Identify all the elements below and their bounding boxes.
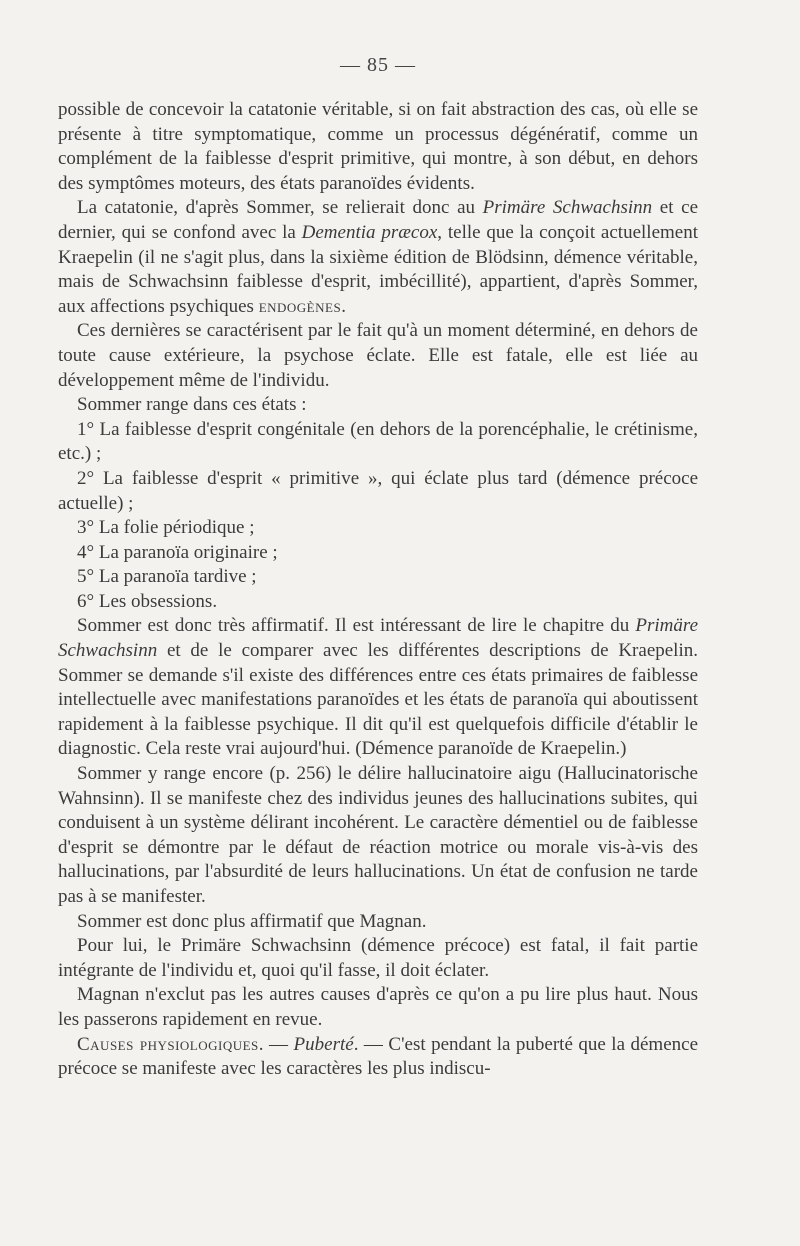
text-run: . —	[258, 1033, 294, 1055]
text-run: .	[341, 295, 346, 317]
body-text	[58, 98, 698, 1082]
italic-phrase: Primäre Schwachsinn	[58, 615, 698, 662]
paragraph	[58, 393, 698, 418]
text-run: La catatonie, d'après Sommer, se relierait donc au	[77, 197, 483, 219]
text-run: 1° La faiblesse d'esprit congénitale (en dehors de la porencéphalie, le crétinisme, etc.) ;	[58, 418, 698, 465]
text-run: Sommer y range encore (p. 256) le délire hallucinatoire aigu (Hallucinatorische Wahnsinn). Il se manifeste chez des individus jeunes des hallucinations subites, qui conduisent à un système délirant incohérent. Le caractère démentiel ou de faiblesse d'esprit se démontre par le défaut de réaction motrice ou morale vis-à-vis des hallucinations, par l'absurdité de leurs hallucinations. Un état de confusion ne tarde pas à se manifester.	[58, 763, 698, 907]
paragraph	[58, 614, 698, 762]
text-run: 4° La paranoïa originaire ;	[77, 541, 278, 563]
paragraph	[58, 516, 698, 541]
text-run: Magnan n'exclut pas les autres causes d'après ce qu'on a pu lire plus haut. Nous les passerons rapidement en revue.	[58, 984, 698, 1030]
italic-phrase: Primäre Schwachsinn	[482, 197, 653, 219]
paragraph	[58, 541, 698, 566]
paragraph	[58, 467, 698, 516]
text-run: et ce dernier, qui se confond avec la	[58, 197, 699, 243]
text-run: et de le comparer avec les différentes descriptions de Kraepelin. Sommer se demande s'il existe des différences entre ces états primaires de faiblesse intellectuelle avec manifestations paranoïdes et les états de paranoïa qui aboutissent rapidement à la faiblesse psychique. Il dit qu'il est quelquefois difficile d'établir le diagnostic. Cela reste vrai aujourd'hui. (Démence paranoïde de Kraepelin.)	[58, 640, 698, 760]
paragraph	[58, 983, 698, 1032]
italic-phrase: Puberté	[293, 1033, 354, 1055]
small-caps-phrase: endogènes	[258, 295, 342, 317]
text-run: Ces dernières se caractérisent par le fait qu'à un moment déterminé, en dehors de toute cause extérieure, la psychose éclate. Elle est fatale, elle est liée au développement même de l'individu.	[58, 320, 698, 391]
paragraph	[58, 590, 698, 615]
paragraph	[58, 565, 698, 590]
paragraph	[58, 196, 698, 319]
text-run: 5° La paranoïa tardive ;	[77, 566, 257, 588]
italic-phrase: Dementia præcox	[301, 221, 438, 243]
paragraph	[58, 910, 698, 935]
paragraph	[58, 319, 698, 393]
text-run: Sommer range dans ces états :	[77, 394, 307, 416]
paragraph	[58, 98, 698, 196]
page-number: — 85 —	[340, 54, 416, 76]
paragraph	[58, 1033, 698, 1082]
text-run: . — C'est pendant la puberté que la démence précoce se manifeste avec les caractères les plus indiscu-	[58, 1033, 699, 1080]
text-run: Sommer est donc plus affirmatif que Magnan.	[77, 910, 427, 932]
text-run: Sommer est donc très affirmatif. Il est intéressant de lire le chapitre du	[77, 615, 636, 637]
small-caps-phrase: Causes physiologiques	[77, 1033, 259, 1055]
text-run: , telle que la conçoit actuellement Kraepelin (il ne s'agit plus, dans la sixième édition de Blödsinn, démence véritable, mais de Schwachsinn faiblesse d'esprit, imbécillité), appartient, d'après Sommer, aux affections psychiques	[58, 221, 698, 317]
paragraph	[58, 418, 698, 467]
text-run: 3° La folie périodique ;	[77, 517, 255, 539]
paragraph	[58, 762, 698, 910]
text-run: Pour lui, le Primäre Schwachsinn (démence précoce) est fatal, il fait partie intégrante de l'individu et, quoi qu'il fasse, il doit éclater.	[58, 935, 698, 981]
text-run: possible de concevoir la catatonie véritable, si on fait abstraction des cas, où elle se présente à titre symptomatique, comme un processus dégénératif, comme un complément de la faiblesse d'esprit primitive, qui montre, à son début, en dehors des symptômes moteurs, des états paranoïdes évidents.	[58, 99, 698, 194]
text-run: 2° La faiblesse d'esprit « primitive », qui éclate plus tard (démence précoce actuelle) ;	[58, 467, 698, 514]
text-run: 6° Les obsessions.	[77, 590, 218, 612]
paragraph	[58, 934, 698, 983]
